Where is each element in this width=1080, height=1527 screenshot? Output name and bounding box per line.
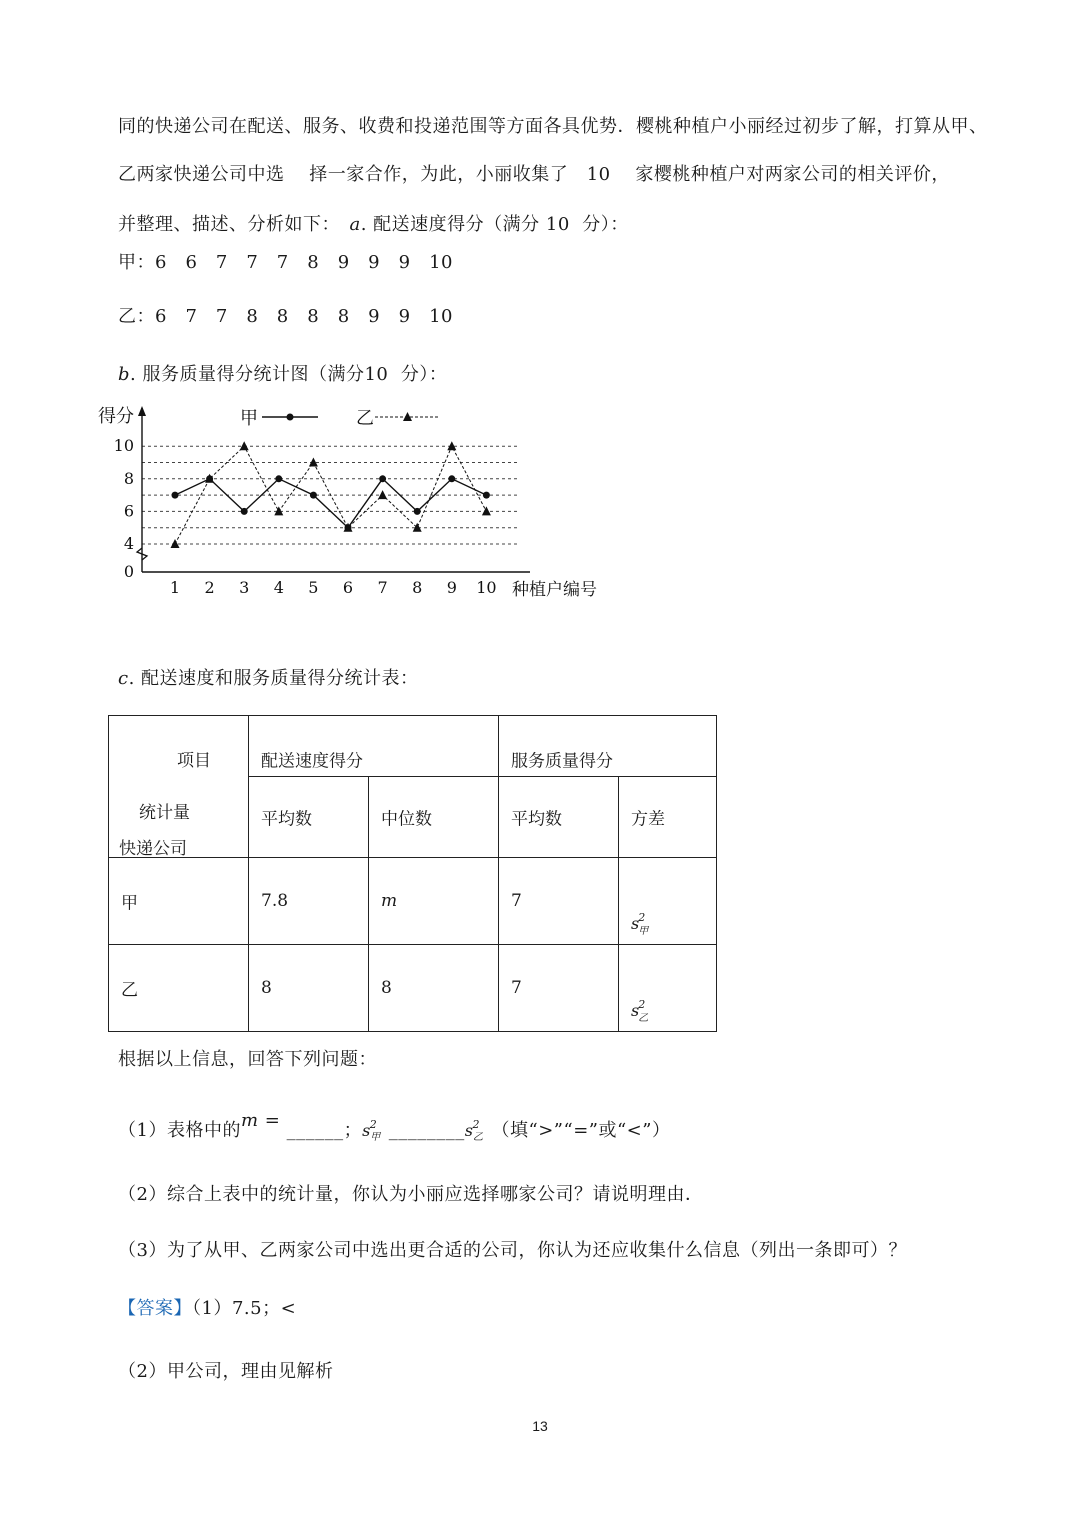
section-c-text: . 配送速度和服务质量得分统计表： — [128, 668, 419, 689]
answer-tag: 【答案】 — [118, 1298, 192, 1319]
point-marker-circle — [483, 492, 490, 499]
section-c-heading — [118, 664, 419, 690]
x-tick-label: 2 — [204, 578, 215, 597]
q1-suffix: （填“>”“=”或“<”） — [491, 1120, 671, 1141]
corner-label-company: 快递公司 — [119, 839, 187, 859]
intro-line-3-suffix: . 配送速度得分（满分 10 分）： — [360, 214, 629, 235]
question-2: （2）综合上表中的统计量，你认为小丽应选择哪家公司？请说明理由． — [118, 1184, 704, 1205]
y-tick-label: 10 — [113, 436, 134, 456]
x-axis-title: 种植户编号 — [512, 580, 597, 600]
point-marker-circle — [379, 475, 386, 482]
intro-line-3 — [118, 210, 629, 236]
col-header-mean-speed: 平均数 — [249, 777, 369, 858]
row-service-mean-cell: 7 — [499, 945, 619, 1032]
speed-scores-yi: 乙：6 7 7 8 8 8 8 9 9 10 — [118, 306, 453, 327]
answer-2: （2）甲公司，理由见解析 — [118, 1361, 334, 1382]
point-marker-circle — [275, 475, 282, 482]
row-speed-mean-cell: 8 — [249, 945, 369, 1032]
row-variance-cell — [619, 945, 717, 1032]
page-number: 13 — [532, 1418, 548, 1434]
x-tick-label: 7 — [377, 578, 388, 597]
col-header-mean-service: 平均数 — [499, 777, 619, 858]
x-tick-label: 5 — [308, 578, 319, 597]
row-speed-mean-cell: 7.8 — [249, 858, 369, 945]
y-tick-label: 8 — [123, 468, 134, 488]
col-header-variance: 方差 — [619, 777, 717, 858]
label-c: c — [118, 668, 129, 689]
corner-header-cell — [109, 716, 249, 858]
y-tick-label: 0 — [123, 562, 134, 581]
row-speed-median-cell: m — [369, 858, 499, 945]
row-company-cell: 甲 — [109, 858, 249, 945]
label-b: b — [118, 364, 131, 385]
group-header-speed: 配送速度得分 — [249, 716, 499, 777]
speed-scores-jia: 甲：6 6 7 7 7 8 9 9 9 10 — [118, 252, 453, 273]
q1-blank-1[interactable]: ______ — [286, 1120, 344, 1141]
group-header-service: 服务质量得分 — [499, 716, 717, 777]
col-header-median: 中位数 — [369, 777, 499, 858]
chart-axes — [137, 406, 530, 572]
intro-line-2: 乙两家快递公司中选 择一家合作，为此，小丽收集了 10 家樱桃种植户对两家公司的相关评价， — [118, 164, 950, 185]
y-axis-arrow — [138, 406, 146, 416]
chart-labels — [98, 406, 597, 600]
x-tick-label: 9 — [446, 578, 457, 597]
point-marker-circle — [448, 475, 455, 482]
point-marker-circle — [310, 492, 317, 499]
table-row — [109, 858, 717, 945]
question-1 — [118, 1110, 671, 1144]
y-tick-label: 4 — [123, 534, 134, 553]
x-tick-label: 4 — [273, 578, 284, 597]
series-line-0 — [175, 479, 486, 528]
row-service-mean-cell: 7 — [499, 858, 619, 945]
answer-1 — [118, 1294, 296, 1320]
point-marker-triangle — [378, 490, 387, 499]
x-tick-label: 3 — [239, 578, 250, 597]
point-marker-triangle — [482, 506, 491, 515]
y-axis-title: 得分 — [98, 406, 134, 427]
table-row — [109, 945, 717, 1032]
stats-table — [108, 715, 717, 1032]
x-tick-label: 10 — [476, 578, 497, 597]
y-tick-label: 6 — [123, 501, 134, 521]
point-marker-circle — [414, 508, 421, 515]
corner-label-stat: 统计量 — [139, 803, 190, 823]
q1-eq: = — [258, 1110, 287, 1131]
section-b-text: . 服务质量得分统计图（满分10 分）： — [130, 364, 448, 385]
service-quality-chart — [90, 396, 630, 606]
x-tick-label: 6 — [342, 578, 354, 597]
legend-marker-jia — [287, 414, 294, 421]
q1-blank-2[interactable]: ________ — [388, 1120, 465, 1141]
row-company-cell: 乙 — [109, 945, 249, 1032]
point-marker-triangle — [240, 441, 249, 450]
section-b-heading — [118, 360, 447, 386]
legend-label-yi: 乙 — [356, 408, 374, 429]
label-a: a — [349, 214, 361, 235]
q1-semicolon: ； — [343, 1120, 363, 1141]
point-marker-circle — [241, 508, 248, 515]
chart-legend — [240, 408, 440, 429]
row-variance-cell — [619, 858, 717, 945]
question-3: （3）为了从甲、乙两家公司中选出更合适的公司，你认为还应收集什么信息（列出一条即可）？ — [118, 1240, 907, 1261]
point-marker-circle — [172, 492, 179, 499]
q1-variance-jia: $s^2_甲$ — [362, 1117, 381, 1144]
x-tick-label: 8 — [412, 578, 423, 597]
intro-line-1: 同的快递公司在配送、服务、收费和投递范围等方面各具优势．樱桃种植户小丽经过初步了解，打算从甲、 — [118, 116, 988, 137]
answer-1-text: （1）7.5；< — [192, 1298, 297, 1319]
q1-prefix: （1）表格中的 — [118, 1120, 241, 1141]
questions-intro: 根据以上信息，回答下列问题： — [118, 1049, 377, 1070]
variance-symbol-jia: $s^2_甲$ — [631, 911, 649, 937]
corner-label-item: 项目 — [177, 751, 211, 771]
legend-label-jia: 甲 — [240, 408, 258, 429]
x-tick-label: 1 — [169, 578, 181, 597]
row-speed-median-cell: 8 — [369, 945, 499, 1032]
variance-symbol-yi: $s^2_乙$ — [631, 998, 649, 1024]
intro-line-3-prefix: 并整理、描述、分析如下： — [118, 214, 350, 235]
q1-m: m — [240, 1110, 259, 1131]
q1-variance-yi: $s^2_乙$ — [464, 1117, 484, 1144]
